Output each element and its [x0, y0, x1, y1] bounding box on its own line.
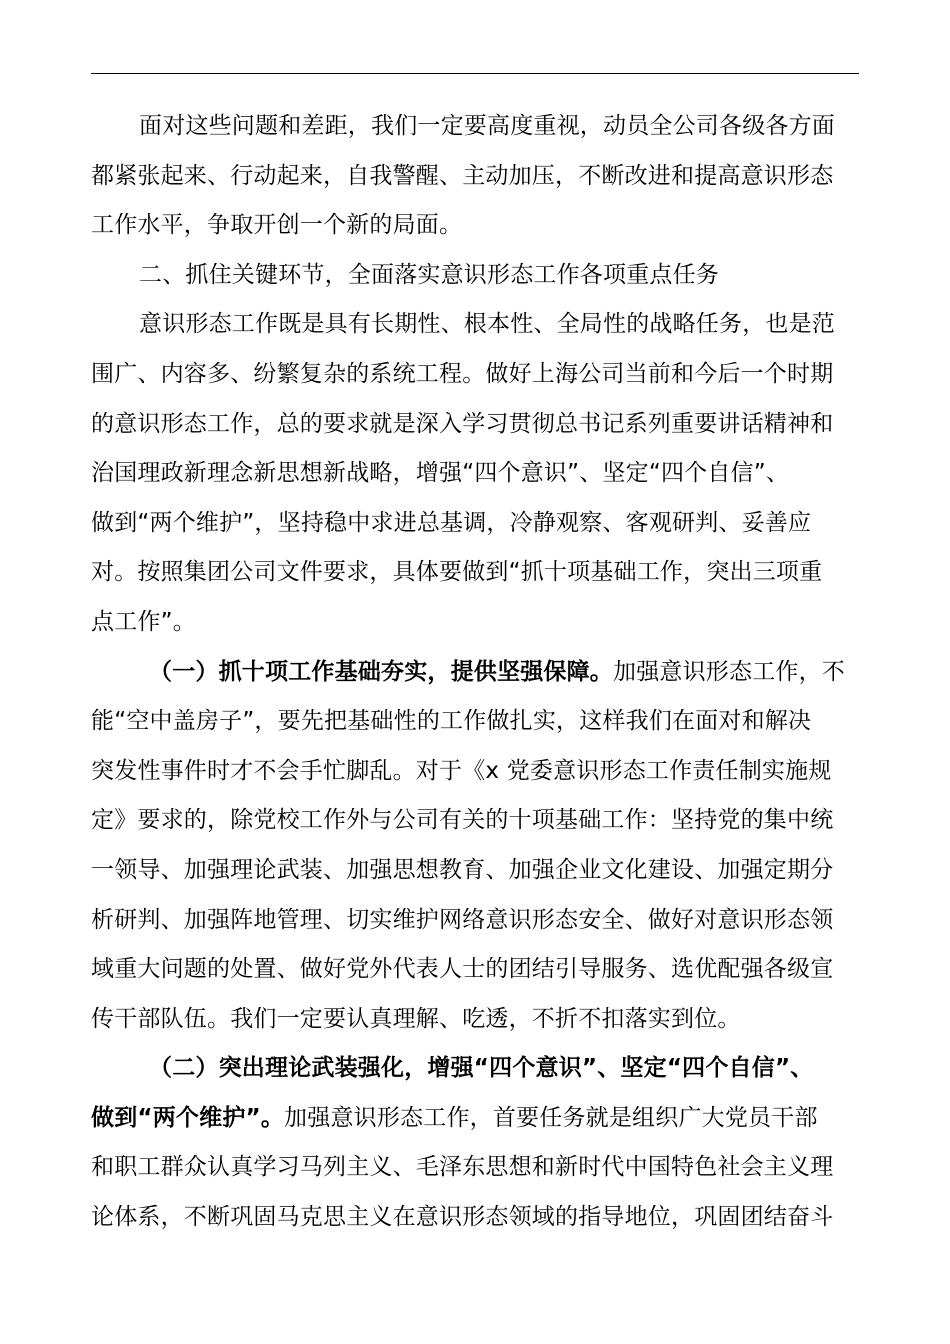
text-line: 的意识形态工作，总的要求就是深入学习贯彻总书记系列重要讲话精神和 [91, 410, 834, 437]
text-line: 做到“两个维护”，坚持稳中求进总基调，冷静观察、客观研判、妥善应 [91, 509, 812, 536]
text-line: 对。按照集团公司文件要求，具体要做到“抓十项基础工作，突出三项重 [91, 559, 823, 586]
text-line: 析研判、加强阵地管理、切实维护网络意识形态安全、做好对意识形态领 [91, 906, 834, 933]
text-line: 工作水平，争取开创一个新的局面。 [91, 212, 463, 239]
text-line: 一领导、加强理论武装、加强思想教育、加强企业文化建设、加强定期分 [91, 856, 834, 883]
text-line: 论体系，不断巩固马克思主义在意识形态领域的指导地位，巩固团结奋斗 [91, 1204, 834, 1231]
subsection-heading: 做到“两个维护”。 [91, 1104, 285, 1131]
subsection-heading: （一）抓十项工作基础夯实，提供坚强保障。 [149, 658, 613, 685]
text-line: 和职工群众认真学习马列主义、毛泽东思想和新时代中国特色社会主义理 [91, 1154, 834, 1181]
header-rule [91, 73, 859, 74]
subsection-line [91, 1044, 859, 1094]
text-line: 传干部队伍。我们一定要认真理解、吃透，不折不扣落实到位。 [91, 1005, 741, 1032]
text-line: 定》要求的，除党校工作外与公司有关的十项基础工作：坚持党的集中统 [91, 807, 834, 834]
subsection-line: 做到“两个维护”。加强意识形态工作，首要任务就是组织广大党员干部 [91, 1104, 818, 1131]
document-body [91, 102, 859, 1243]
text-line: 都紧张起来、行动起来，自我警醒、主动加压，不断改进和提高意识形态 [91, 162, 834, 189]
subsection-line: （一）抓十项工作基础夯实，提供坚强保障。加强意识形态工作，不 [149, 658, 845, 685]
text-line: 域重大问题的处置、做好党外代表人士的团结引导服务、选优配强各级宣 [91, 956, 834, 983]
section-heading: 二、抓住关键环节，全面落实意识形态工作各项重点任务 [139, 261, 719, 288]
text-line: 突发性事件时才不会手忙脚乱。对于《x 党委意识形态工作责任制实施规 [91, 757, 832, 784]
text-line: 面对这些问题和差距，我们一定要高度重视，动员全公司各级各方面 [139, 113, 835, 139]
text-line: 意识形态工作既是具有长期性、根本性、全局性的战略任务，也是范 [139, 311, 835, 338]
text-line: 点工作”。 [91, 608, 196, 635]
text-line: 能“空中盖房子”，要先把基础性的工作做扎实，这样我们在面对和解决 [91, 708, 812, 735]
text-line: 围广、内容多、纷繁复杂的系统工程。做好上海公司当前和今后一个时期 [91, 360, 834, 387]
text-line: 治国理政新理念新思想新战略，增强“四个意识”、坚定“四个自信”、 [91, 460, 790, 487]
subsection-heading: （二）突出理论武装强化，增强“四个意识”、坚定“四个自信”、 [149, 1055, 814, 1082]
